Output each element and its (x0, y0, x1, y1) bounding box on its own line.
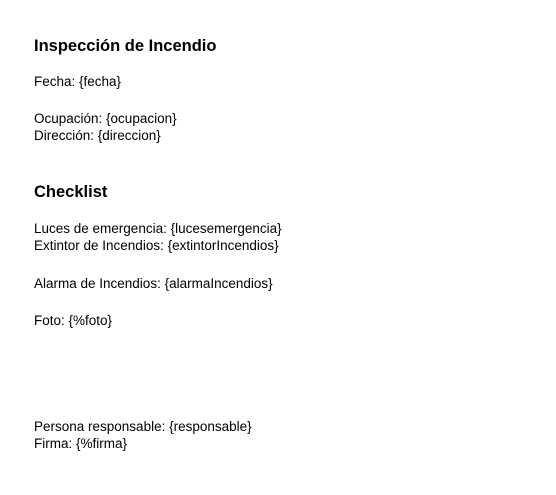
fire-alarm-line: Alarma de Incendios: {alarmaIncendios} (34, 276, 273, 291)
responsible-person-line: Persona responsable: {responsable} (34, 419, 252, 434)
checklist-heading: Checklist (34, 183, 108, 201)
signature-placeholder-line: Firma: {%firma} (34, 436, 128, 451)
date-field-line: Fecha: {fecha} (34, 74, 122, 89)
document-title: Inspección de Incendio (34, 37, 217, 55)
fire-extinguisher-line: Extintor de Incendios: {extintorIncendios} (34, 238, 279, 253)
photo-placeholder-line: Foto: {%foto} (34, 313, 113, 328)
occupancy-field-line: Ocupación: {ocupacion} (34, 111, 177, 126)
address-field-line: Dirección: {direccion} (34, 128, 161, 143)
emergency-lights-line: Luces de emergencia: {lucesemergencia} (34, 221, 282, 236)
